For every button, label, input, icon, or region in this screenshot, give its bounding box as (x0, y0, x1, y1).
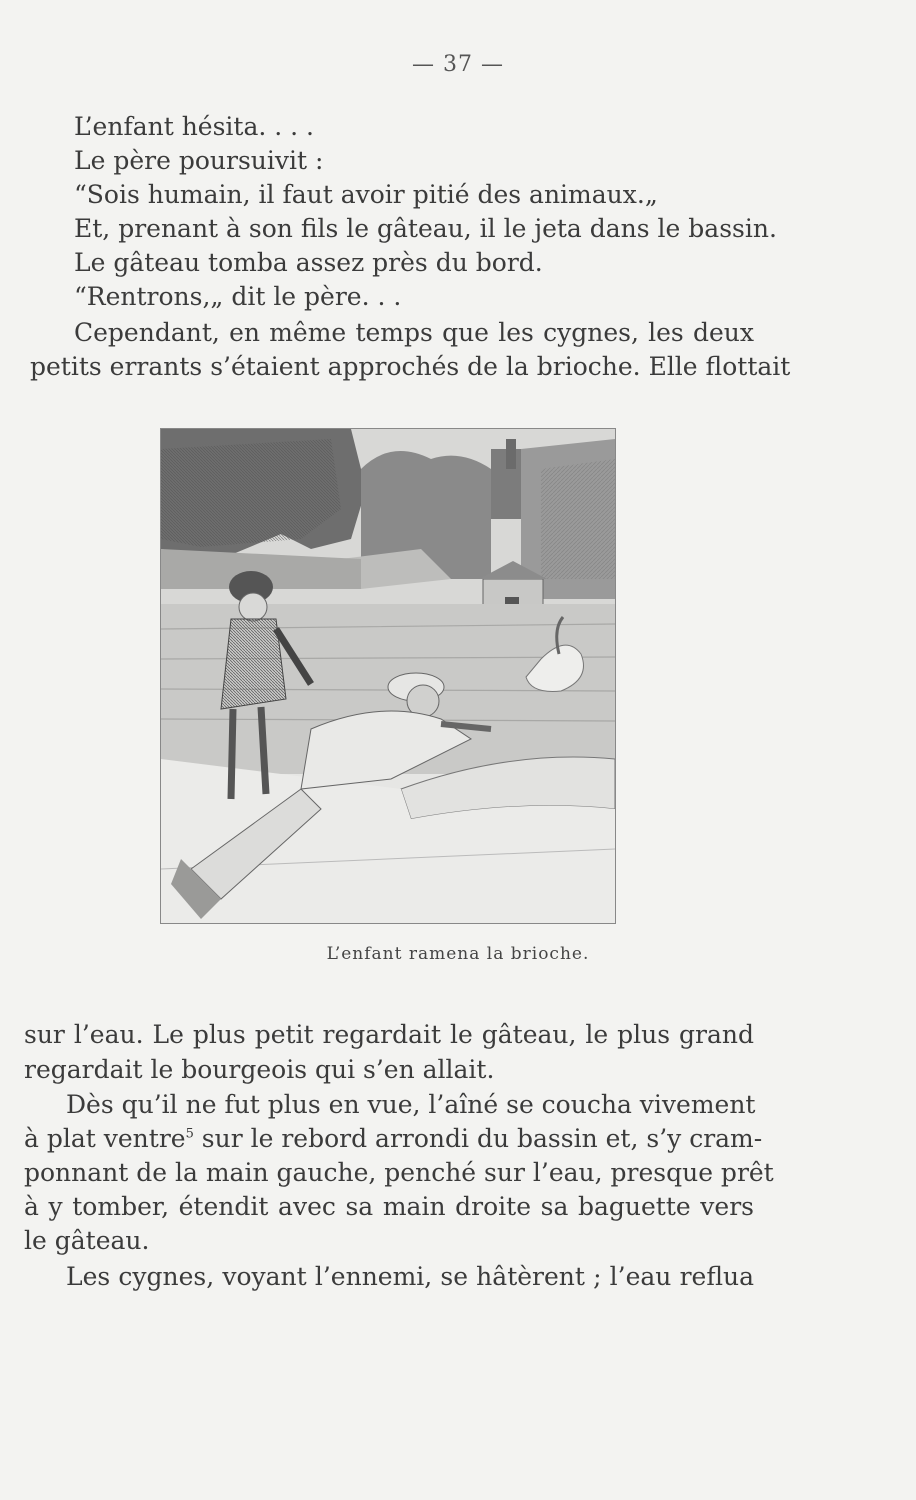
text-segment: à plat ventre (24, 1124, 186, 1153)
text-line: “Rentrons,„ dit le père. . . (74, 282, 402, 311)
text-line: sur l’eau. Le plus petit regardait le gâteau, le plus grand (24, 1020, 754, 1049)
illustration (160, 428, 616, 924)
text-line: le gâteau. (24, 1226, 150, 1255)
text-line: Le gâteau tomba assez près du bord. (74, 248, 543, 277)
text-line: Le père poursuivit : (74, 146, 324, 175)
park-pond-scene (161, 429, 615, 923)
text-line: Cependant, en même temps que les cygnes, les deux (74, 318, 754, 347)
text-line: petits errants s’étaient approchés de la brioche. Elle flottait (30, 352, 791, 381)
text-line: Et, prenant à son fils le gâteau, il le jeta dans le bassin. (74, 214, 777, 243)
page-number: — 37 — (412, 52, 504, 77)
footnote-marker: 5 (185, 1126, 194, 1142)
text-line: L’enfant hésita. . . . (74, 112, 315, 141)
text-line: Les cygnes, voyant l’ennemi, se hâtèrent ; l’eau reflua (66, 1262, 754, 1291)
text-line: ponnant de la main gauche, penché sur l’eau, presque prêt (24, 1158, 774, 1187)
text-line: “Sois humain, il faut avoir pitié des animaux.„ (74, 180, 658, 209)
text-line: Dès qu’il ne fut plus en vue, l’aîné se coucha vivement (66, 1090, 756, 1119)
text-line: regardait le bourgeois qui s’en allait. (24, 1055, 495, 1084)
text-segment: sur le rebord arrondi du bassin et, s’y cram- (193, 1124, 763, 1153)
text-line (24, 1124, 763, 1154)
illustration-caption: L’enfant ramena la brioche. (326, 944, 590, 964)
text-line: à y tomber, étendit avec sa main droite sa baguette vers (24, 1192, 754, 1221)
